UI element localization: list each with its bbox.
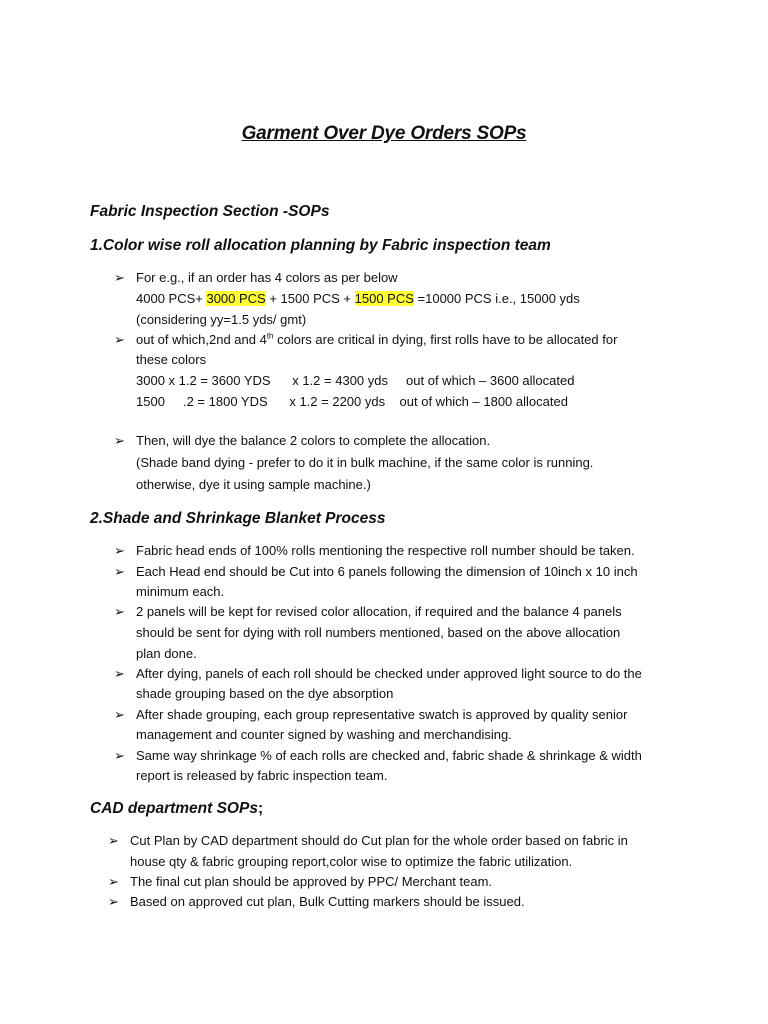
text-part: out of which,2nd and 4 xyxy=(136,332,267,347)
bullet-arrow-icon: ➢ xyxy=(114,270,125,285)
superscript: th xyxy=(266,331,274,341)
bullet-arrow-icon: ➢ xyxy=(114,707,125,722)
bullet-text-calc: 3000 x 1.2 = 3600 YDS x 1.2 = 4300 yds out of which – 3600 allocated xyxy=(136,373,575,388)
bullet-arrow-icon: ➢ xyxy=(108,874,119,889)
heading-text: CAD department SOPs xyxy=(90,800,258,817)
bullet-text: (Shade band dying - prefer to do it in bulk machine, if the same color is running. xyxy=(136,455,594,470)
heading-suffix: ; xyxy=(257,800,264,817)
bullet-text: After shade grouping, each group representative swatch is approved by quality senior xyxy=(136,707,628,722)
bullet-arrow-icon: ➢ xyxy=(114,666,125,681)
section-heading-fabric-inspection: Fabric Inspection Section -SOPs xyxy=(90,203,330,220)
bullet-arrow-icon: ➢ xyxy=(114,332,125,347)
page-title: Garment Over Dye Orders SOPs xyxy=(241,123,527,144)
bullet-text: After dying, panels of each roll should be checked under approved light source to do the xyxy=(136,666,642,681)
bullet-text: Then, will dye the balance 2 colors to complete the allocation. xyxy=(136,433,491,448)
highlighted-value: 3000 PCS xyxy=(206,291,266,306)
bullet-text: these colors xyxy=(136,352,207,367)
subheading-shade-shrinkage: 2.Shade and Shrinkage Blanket Process xyxy=(90,510,386,527)
bullet-text: plan done. xyxy=(136,646,197,661)
bullet-text-calc: 1500 .2 = 1800 YDS x 1.2 = 2200 yds out of which – 1800 allocated xyxy=(136,394,568,409)
bullet-text: Cut Plan by CAD department should do Cut plan for the whole order based on fabric in xyxy=(130,833,628,848)
bullet-text: otherwise, dye it using sample machine.) xyxy=(136,477,371,492)
bullet-text: Fabric head ends of 100% rolls mentioning the respective roll number should be taken. xyxy=(136,543,635,558)
bullet-text: Each Head end should be Cut into 6 panels following the dimension of 10inch x 10 inch xyxy=(136,564,638,579)
bullet-arrow-icon: ➢ xyxy=(108,894,119,909)
bullet-text: Same way shrinkage % of each rolls are checked and, fabric shade & shrinkage & width xyxy=(136,748,642,763)
bullet-text: Based on approved cut plan, Bulk Cutting markers should be issued. xyxy=(130,894,525,909)
bullet-text: For e.g., if an order has 4 colors as per below xyxy=(136,270,398,285)
bullet-arrow-icon: ➢ xyxy=(114,564,125,579)
formula-part: + 1500 PCS + xyxy=(265,291,355,306)
bullet-text: management and counter signed by washing and merchandising. xyxy=(136,727,512,742)
highlighted-value: 1500 PCS xyxy=(354,291,414,306)
bullet-arrow-icon: ➢ xyxy=(114,748,125,763)
bullet-text: should be sent for dying with roll numbers mentioned, based on the above allocation xyxy=(136,625,621,640)
bullet-text: The final cut plan should be approved by PPC/ Merchant team. xyxy=(130,874,493,889)
bullet-arrow-icon: ➢ xyxy=(114,433,125,448)
bullet-text: minimum each. xyxy=(136,584,225,599)
bullet-text: shade grouping based on the dye absorption xyxy=(136,686,394,701)
bullet-text: 2 panels will be kept for revised color allocation, if required and the balance 4 panels xyxy=(136,604,622,619)
section-heading-cad xyxy=(90,800,263,818)
bullet-text: report is released by fabric inspection team. xyxy=(136,768,388,783)
bullet-text xyxy=(136,330,617,350)
bullet-arrow-icon: ➢ xyxy=(114,543,125,558)
subheading-color-allocation: 1.Color wise roll allocation planning by Fabric inspection team xyxy=(90,237,551,254)
formula-part: =10000 PCS i.e., 15000 yds xyxy=(413,291,580,306)
bullet-text-formula xyxy=(136,289,580,309)
bullet-text: house qty & fabric grouping report,color wise to optimize the fabric utilization. xyxy=(130,854,573,869)
bullet-arrow-icon: ➢ xyxy=(108,833,119,848)
text-part: colors are critical in dying, first rolls have to be allocated for xyxy=(273,332,618,347)
bullet-text: (considering yy=1.5 yds/ gmt) xyxy=(136,312,307,327)
bullet-arrow-icon: ➢ xyxy=(114,604,125,619)
formula-part: 4000 PCS+ xyxy=(136,291,207,306)
